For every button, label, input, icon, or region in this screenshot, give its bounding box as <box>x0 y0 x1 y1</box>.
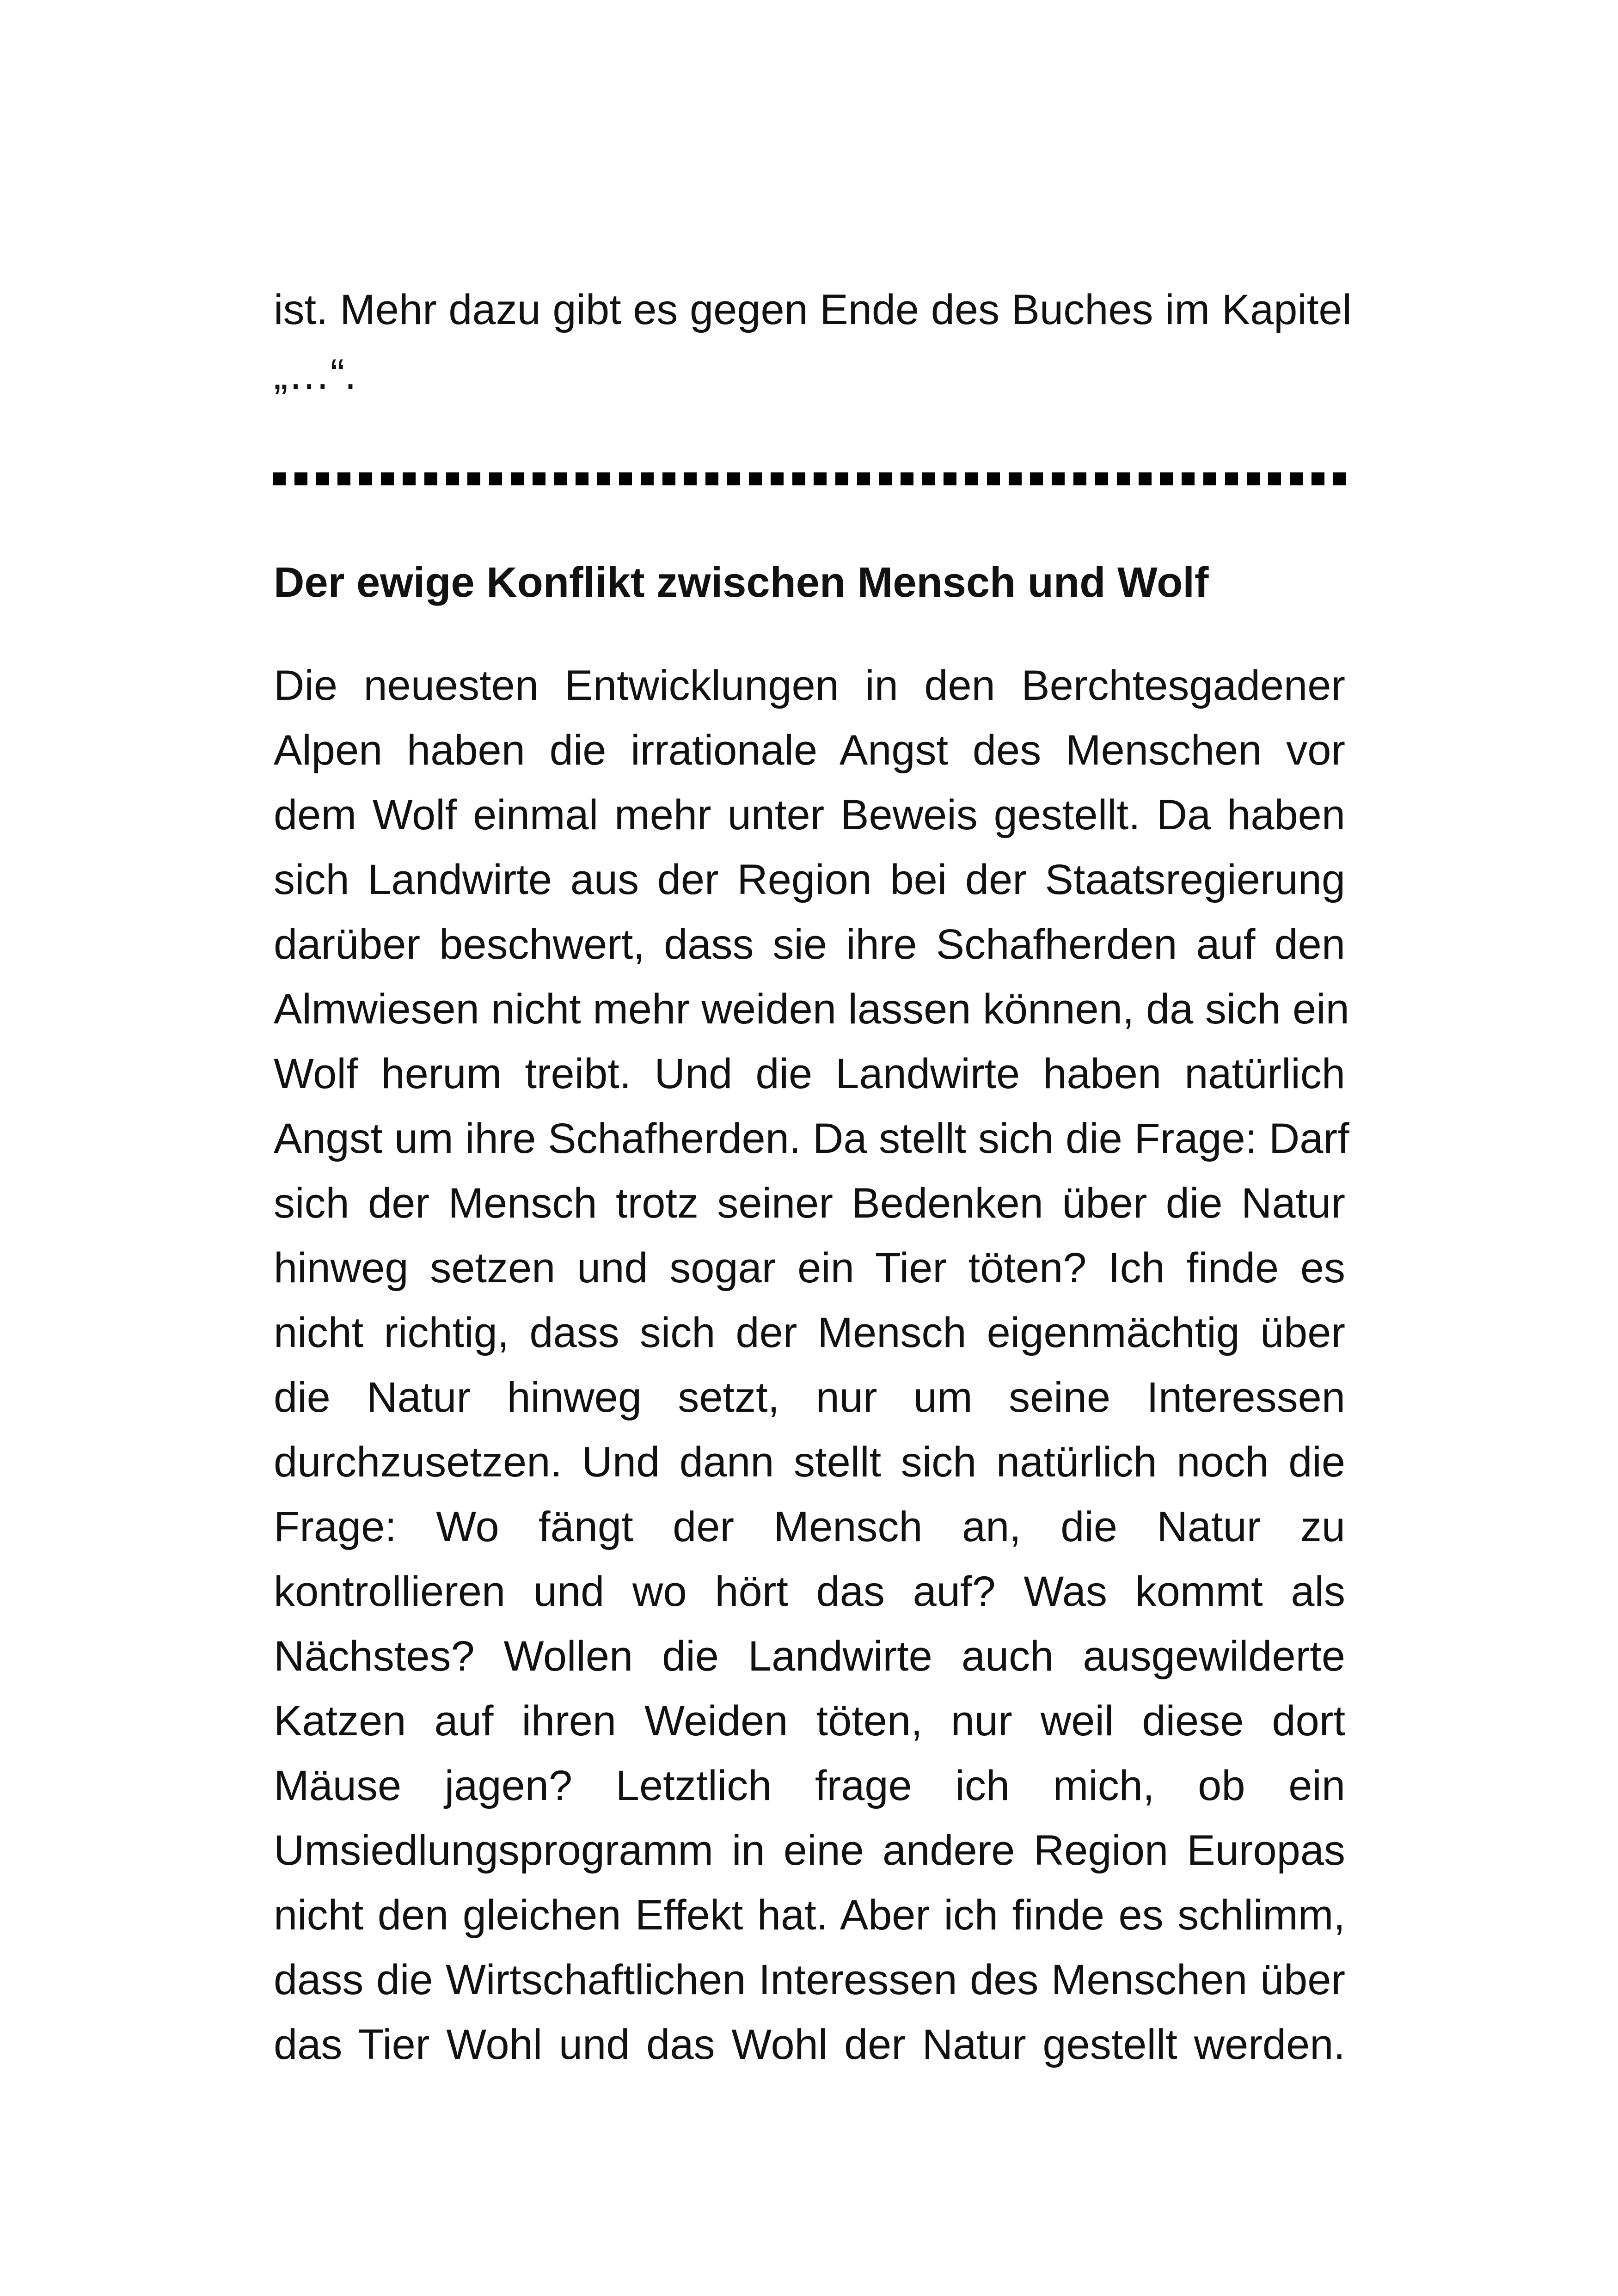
separator-dot <box>901 472 913 485</box>
intro-line: ist. Mehr dazu gibt es gegen Ende des Buches im Kapitel <box>274 286 1352 333</box>
separator-dot <box>1225 472 1238 485</box>
separator-dot <box>922 472 935 485</box>
paragraph-line: hinweg setzen und sogar ein Tier töten? Ich finde es <box>274 1244 1345 1292</box>
section-heading: Der ewige Konflikt zwischen Mensch und Wolf <box>274 559 1209 606</box>
separator-dot <box>1095 472 1108 485</box>
separator-dot <box>1009 472 1022 485</box>
separator-dot <box>489 472 502 485</box>
separator-dot <box>641 472 654 485</box>
separator-dot <box>446 472 459 485</box>
paragraph-line: Nächstes? Wollen die Landwirte auch ausgewilderte <box>274 1633 1345 1680</box>
paragraph-line: Almwiesen nicht mehr weiden lassen können, da sich ein <box>274 986 1349 1033</box>
paragraph-line: nicht richtig, dass sich der Mensch eigenmächtig über <box>274 1309 1345 1356</box>
intro-text <box>274 277 1352 407</box>
separator-dot <box>792 472 805 485</box>
paragraph-line: Mäuse jagen? Letztlich frage ich mich, ob ein <box>274 1762 1345 1809</box>
separator-dot <box>381 472 394 485</box>
separator-dot <box>576 472 588 485</box>
paragraph-line: Die neuesten Entwicklungen in den Berchtesgadener <box>274 662 1345 709</box>
paragraph-line: durchzusetzen. Und dann stellt sich natürlich noch die <box>274 1439 1345 1486</box>
separator-dot <box>294 472 307 485</box>
paragraph-line: Umsiedlungsprogramm in eine andere Region Europas <box>274 1827 1345 1874</box>
separator-dot <box>597 472 610 485</box>
paragraph-line: Angst um ihre Schafherden. Da stellt sich die Frage: Darf <box>274 1115 1349 1162</box>
separator-dot <box>424 472 437 485</box>
separator-dot <box>1030 472 1043 485</box>
paragraph-line: die Natur hinweg setzt, nur um seine Interessen <box>274 1374 1345 1421</box>
separator-dot <box>554 472 567 485</box>
separator-dot <box>1139 472 1152 485</box>
separator-dot <box>1160 472 1173 485</box>
separator-dot <box>1073 472 1086 485</box>
separator-dot <box>1117 472 1130 485</box>
separator-dot <box>533 472 545 485</box>
separator-dot <box>467 472 480 485</box>
paragraph-line: dem Wolf einmal mehr unter Beweis gestellt. Da haben <box>274 791 1345 839</box>
separator-dot <box>944 472 956 485</box>
paragraph-line: sich der Mensch trotz seiner Bedenken über die Natur <box>274 1180 1345 1227</box>
separator-dot <box>1203 472 1216 485</box>
separator-dot <box>316 472 329 485</box>
separator-dot <box>1268 472 1281 485</box>
paragraph-line: darüber beschwert, dass sie ihre Schafherden auf den <box>274 921 1345 968</box>
paragraph-line: Alpen haben die irrationale Angst des Menschen vor <box>274 727 1345 774</box>
separator-dot <box>1182 472 1195 485</box>
paragraph-line: Katzen auf ihren Weiden töten, nur weil diese dort <box>274 1697 1345 1745</box>
separator-dot <box>403 472 416 485</box>
separator-dot <box>1247 472 1260 485</box>
separator-dot <box>359 472 372 485</box>
separator-dot <box>619 472 632 485</box>
separator-dot <box>879 472 892 485</box>
separator-dot <box>771 472 784 485</box>
paragraph-line: nicht den gleichen Effekt hat. Aber ich finde es schlimm, <box>274 1892 1345 1939</box>
separator-dot <box>749 472 762 485</box>
separator-dot <box>684 472 697 485</box>
separator-dot <box>987 472 1000 485</box>
separator-dot <box>857 472 870 485</box>
separator-dot <box>835 472 848 485</box>
intro-line: „…“. <box>274 351 356 398</box>
separator-dot <box>1290 472 1303 485</box>
body-paragraph <box>274 653 1349 2077</box>
separator-dot <box>1312 472 1324 485</box>
separator-dot <box>1333 472 1346 485</box>
separator-dot <box>662 472 675 485</box>
separator-dot <box>705 472 718 485</box>
dotted-separator <box>273 472 1346 485</box>
separator-dot <box>273 472 286 485</box>
paragraph-line: das Tier Wohl und das Wohl der Natur gestellt werden. <box>274 2021 1345 2068</box>
paragraph-line: Frage: Wo fängt der Mensch an, die Natur zu <box>274 1503 1345 1550</box>
separator-dot <box>511 472 524 485</box>
separator-dot <box>814 472 827 485</box>
paragraph-line: Wolf herum treibt. Und die Landwirte haben natürlich <box>274 1050 1345 1097</box>
paragraph-line: kontrollieren und wo hört das auf? Was kommt als <box>274 1568 1345 1615</box>
separator-dot <box>1052 472 1065 485</box>
paragraph-line: sich Landwirte aus der Region bei der Staatsregierung <box>274 856 1345 903</box>
separator-dot <box>337 472 350 485</box>
separator-dot <box>965 472 978 485</box>
separator-dot <box>727 472 740 485</box>
paragraph-line: dass die Wirtschaftlichen Interessen des Menschen über <box>274 1956 1345 2003</box>
